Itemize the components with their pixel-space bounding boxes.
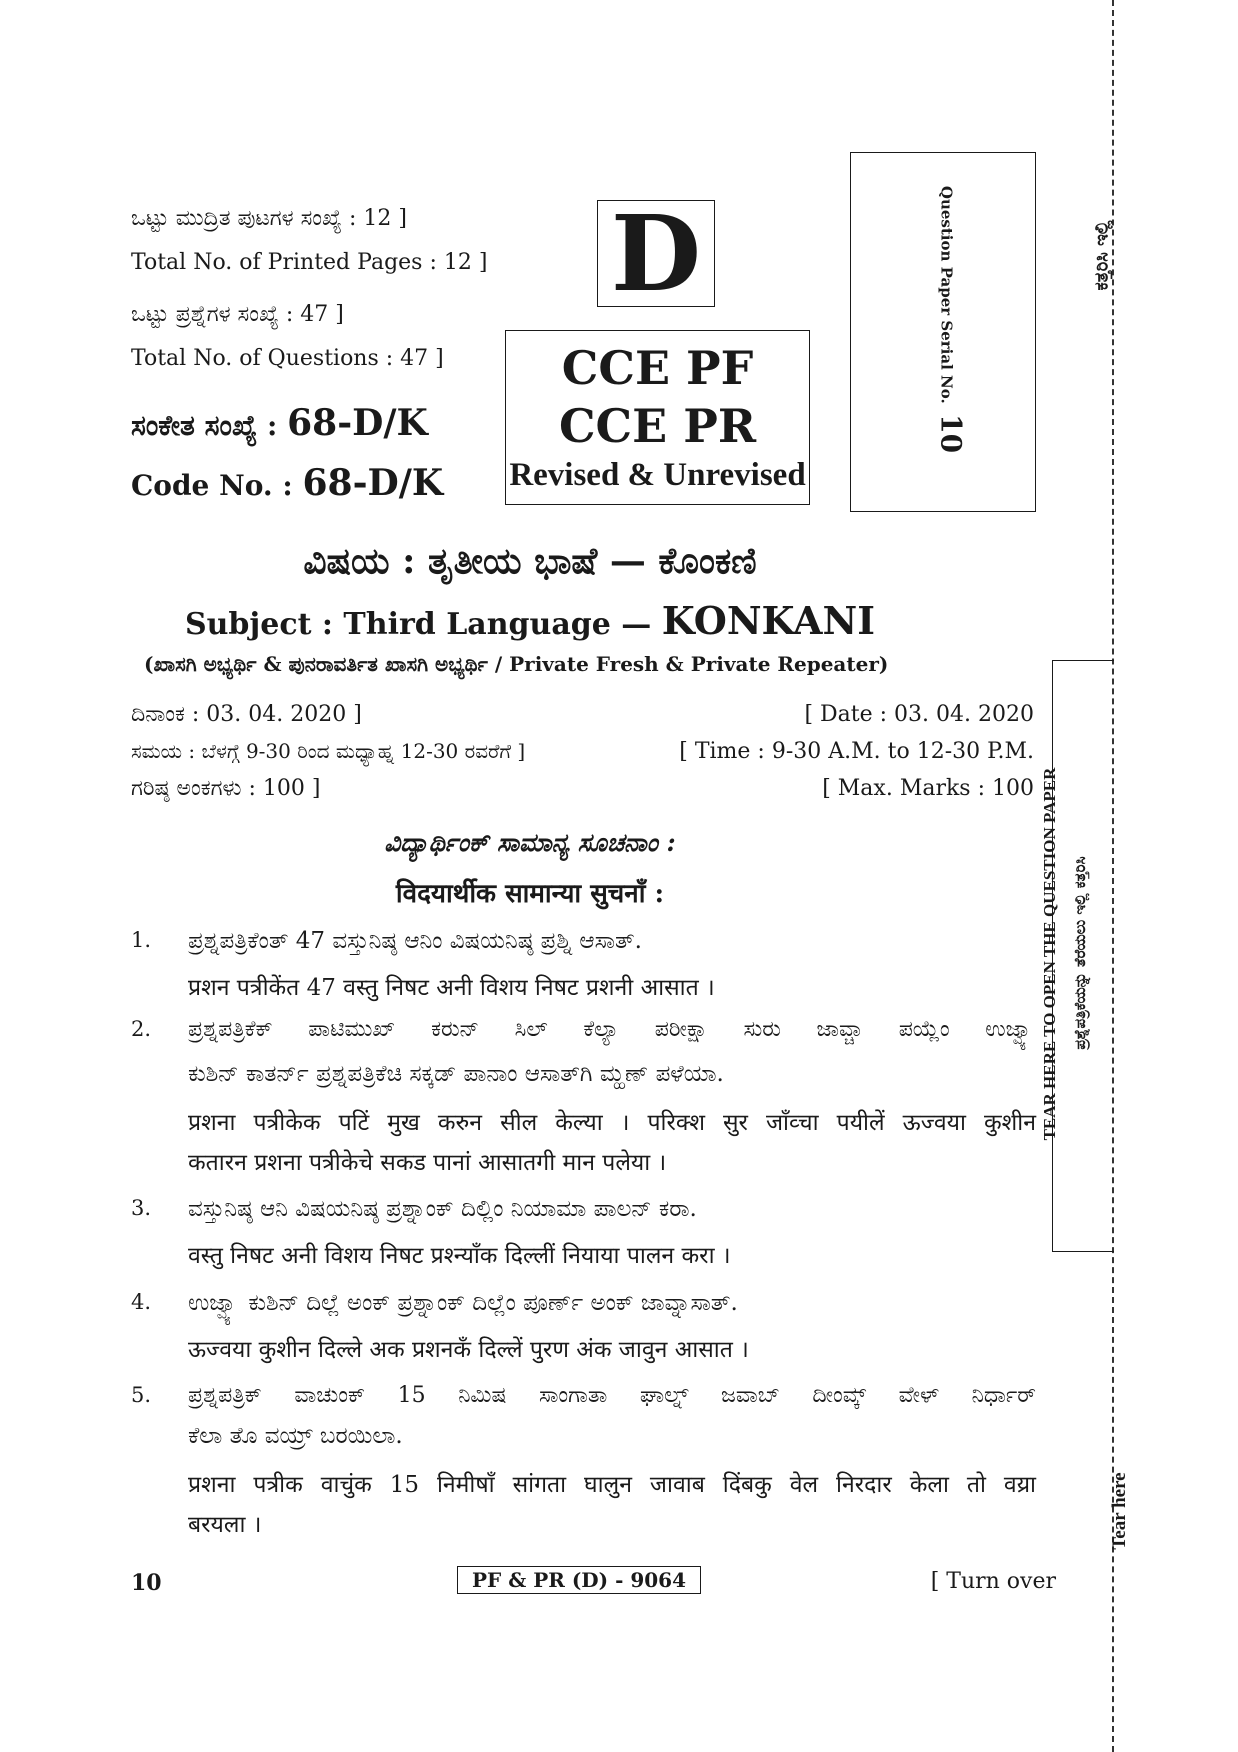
- questions-count-kannada: ಒಟ್ಟು ಪ್ರಶ್ನೆಗಳ ಸಂಖ್ಯೆ : 47 ]: [131, 302, 344, 327]
- instruction-number: 3.: [131, 1196, 152, 1220]
- time-kannada: ಸಮಯ : ಬೆಳಗ್ಗೆ 9-30 ರಿಂದ ಮಧ್ಯಾಹ್ನ 12-30 ರವರೆಗೆ ]: [131, 739, 526, 763]
- date-english: [ Date : 03. 04. 2020: [804, 702, 1034, 727]
- serial-value: 10: [934, 414, 968, 454]
- instruction-line: ಉಜ್ವ್ಯಾ ಕುಶಿನ್ ದಿಲ್ಲೆ ಅಂಕ್ ಪ್ರಶ್ನಾಂಕ್ ದಿಲ್ಲೆಂ ಪೂರ್ಣ್ ಅಂಕ್ ಜಾವ್ನಾಸಾತ್.: [188, 1290, 738, 1316]
- questions-count-english: Total No. of Questions : 47 ]: [131, 346, 444, 371]
- instruction-number: 5.: [131, 1383, 152, 1407]
- instruction-line: ಪ್ರಶ್ನಪತ್ರಿಕೆಕ್ ಪಾಟಿಮುಖ್ ಕರುನ್ ಸಿಲ್ ಕೆಲ್ಯಾ ಪರೀಕ್ಷಾ ಸುರು ಜಾವ್ಚಾ ಪಯ್ಲೆಂ ಉಜ್ವ್ಯಾ: [188, 1017, 1036, 1042]
- instruction-line: ಕುಶಿನ್ ಕಾತರ್ನ್ ಪ್ರಶ್ನಪತ್ರಿಕೆಚಿ ಸಕ್ಕಡ್ ಪಾನಾಂ ಆಸಾತ್‌ಗಿ ಮ್ಹಣ್ ಪಳೆಯಾ.: [188, 1061, 724, 1087]
- paper-code-footer: PF & PR (D) - 9064: [457, 1566, 701, 1594]
- candidate-type: (ಖಾಸಗಿ ಅಭ್ಯರ್ಥಿ & ಪುನರಾವರ್ತಿತ ಖಾಸಗಿ ಅಭ್ಯರ್ಥಿ / Private Fresh & Private Repeater): [144, 652, 889, 676]
- instruction-line: प्रशन पत्रीकेंत 47 वस्तु निषट अनी विशय निषट प्रशनी आसात ।: [188, 975, 715, 1001]
- instruction-number: 2.: [131, 1017, 152, 1041]
- tear-here-english: TEAR HERE TO OPEN THE QUESTION PAPER: [1040, 767, 1059, 1141]
- code-number-kannada: ಸಂಕೇತ ಸಂಖ್ಯೆ : 68-D/K: [131, 402, 428, 444]
- max-marks-english: [ Max. Marks : 100: [822, 776, 1034, 801]
- printed-pages-english: Total No. of Printed Pages : 12 ]: [131, 250, 488, 275]
- instructions-heading-kannada: ವಿದ್ಯಾರ್ಥಿಂಕ್ ಸಾಮಾನ್ಯ ಸೂಚನಾಂ :: [384, 828, 676, 857]
- turn-over: [ Turn over: [930, 1569, 1056, 1594]
- page-number: 10: [131, 1570, 162, 1596]
- instruction-number: 4.: [131, 1290, 152, 1314]
- instruction-line: ವಸ್ತುನಿಷ್ಠ ಆನಿ ವಿಷಯನಿಷ್ಠ ಪ್ರಶ್ನಾಂಕ್ ದಿಲ್ಲಿಂ ನಿಯಾಮಾ ಪಾಲನ್ ಕರಾ.: [188, 1196, 697, 1222]
- instruction-line: बरयला ।: [188, 1512, 262, 1538]
- instruction-line: ಪ್ರಶ್ನಪತ್ರಿಕ್ ವಾಚುಂಕ್ 15 ನಿಮಿಷ ಸಾಂಗಾತಾ ಘಾಲ್ನ್ ಜವಾಬ್ ದೀಂವ್ಕ್ ವೇಳ್ ನಿರ್ಧಾರ್: [188, 1383, 1036, 1408]
- date-kannada: ದಿನಾಂಕ : 03. 04. 2020 ]: [131, 702, 362, 727]
- instruction-line: ಕೆಲಾ ತೊ ವಯ್ರ್ ಬರಯಿಲಾ.: [188, 1423, 403, 1449]
- cce-pr: CCE PR: [558, 399, 757, 453]
- instruction-line: प्रशना पत्रीकेक पटिं मुख करुन सील केल्या । परिक्श सुर जाँव्चा पयीलें ऊज्वया कुशीन: [188, 1110, 1036, 1136]
- tear-here-kannada: ಪ್ರಶ್ನೆಪತ್ರಿಕೆಯನ್ನು ತೆರೆಯಲು ಇಲ್ಲಿ ಕತ್ತರಿಸಿ: [1071, 856, 1089, 1050]
- instruction-line: कतारन प्रशना पत्रीकेचे सकड पानां आसातगी मान पलेया ।: [188, 1150, 667, 1176]
- serial-label: Question Paper Serial No.: [937, 185, 956, 404]
- tear-here-label: Tear here: [1109, 1472, 1130, 1550]
- exam-type-box: [505, 330, 810, 505]
- version-box: [597, 192, 715, 315]
- serial-number-box: [850, 152, 1036, 512]
- instruction-line: वस्तु निषट अनी विशय निषट प्रश्न्याँक दिल्लीं नियाया पालन करा ।: [188, 1243, 731, 1269]
- instruction-line: प्रशना पत्रीक वाचुंक 15 निमीषाँ सांगता घालुन जावाब दिंबकु वेल निरदार केला तो वय्रा: [188, 1472, 1036, 1498]
- cut-here-kannada-top: ಕತ್ತರಿಸಿ ಇಲ್ಲಿ: [1091, 220, 1113, 291]
- revised-unrevised: Revised & Unrevised: [509, 457, 806, 493]
- code-number-english: Code No. : 68-D/K: [131, 462, 444, 504]
- instruction-line: ಪ್ರಶ್ನಪತ್ರಿಕೆಂತ್ 47 ವಸ್ತುನಿಷ್ಠ ಆನಿಂ ವಿಷಯನಿಷ್ಠ ಪ್ರಶ್ನಿ ಆಸಾತ್.: [188, 928, 642, 954]
- printed-pages-kannada: ಒಟ್ಟು ಮುದ್ರಿತ ಪುಟಗಳ ಸಂಖ್ಯೆ : 12 ]: [131, 206, 407, 231]
- subject-kannada: ವಿಷಯ : ತೃತೀಯ ಭಾಷೆ — ಕೊಂಕಣಿ: [303, 540, 757, 582]
- cce-pf: CCE PF: [561, 341, 754, 395]
- version-letter: D: [610, 192, 702, 315]
- subject-english: Subject : Third Language — KONKANI: [184, 598, 876, 643]
- instruction-line: ऊज्वया कुशीन दिल्ले अक प्रशनकँ दिल्लें पुरण अंक जावुन आसात ।: [188, 1337, 749, 1363]
- max-marks-kannada: ಗರಿಷ್ಠ ಅಂಕಗಳು : 100 ]: [131, 776, 321, 801]
- instruction-number: 1.: [131, 928, 152, 952]
- instructions-heading-devanagari: विदयार्थीक सामान्या सुचनाँ :: [395, 879, 665, 909]
- time-english: [ Time : 9-30 A.M. to 12-30 P.M.: [679, 739, 1034, 764]
